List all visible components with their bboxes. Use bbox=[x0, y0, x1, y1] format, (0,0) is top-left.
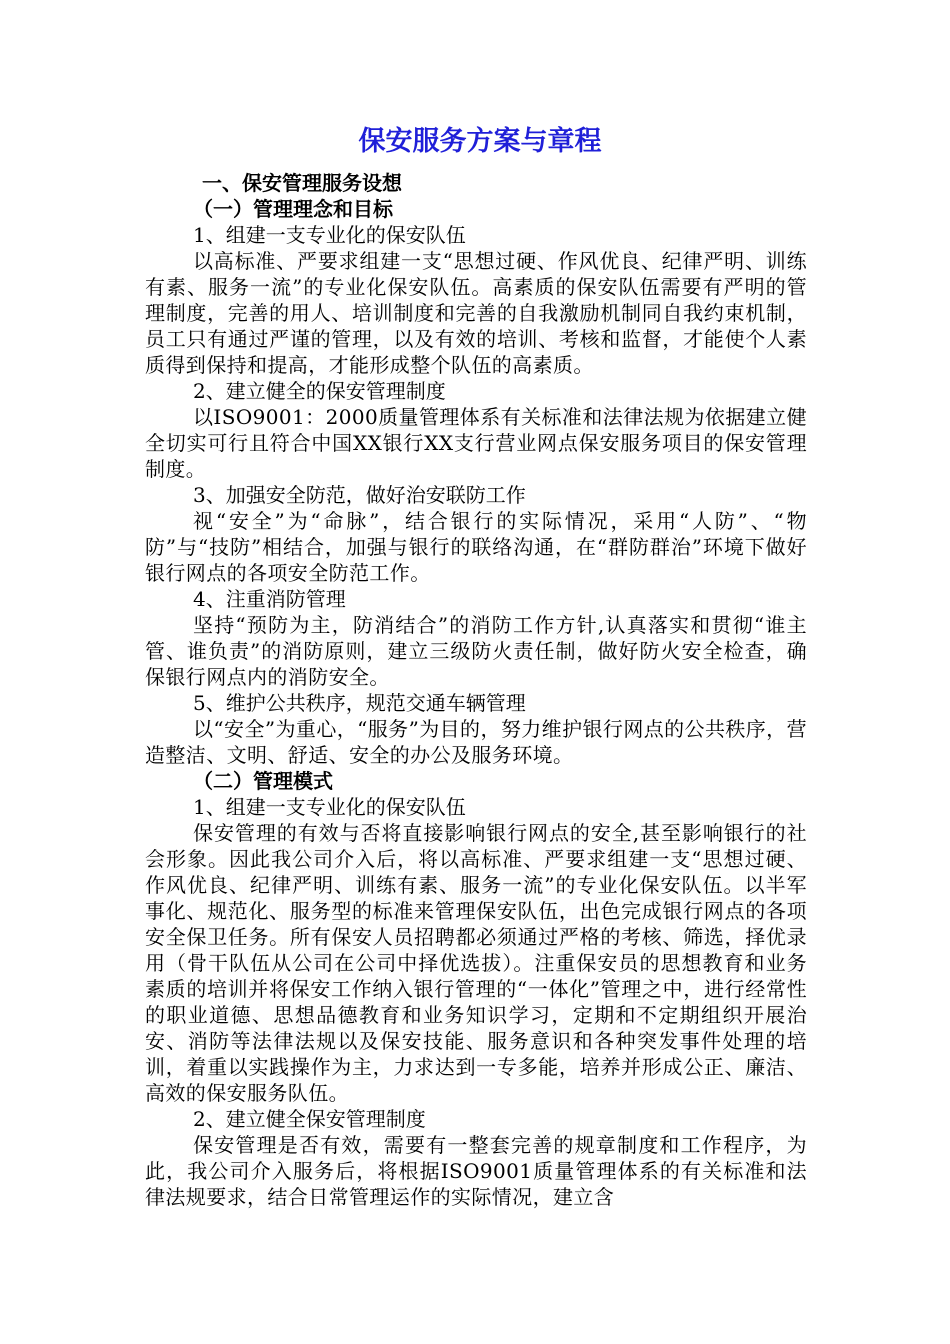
document-page bbox=[145, 124, 807, 1210]
item-heading: 1、组建一支专业化的保安队伍 bbox=[193, 795, 466, 819]
item-heading: 3、加强安全防范，做好治安联防工作 bbox=[193, 483, 526, 507]
item-heading: 5、维护公共秩序，规范交通车辆管理 bbox=[193, 691, 526, 715]
subsection-heading-management-model: （二）管理模式 bbox=[193, 769, 333, 793]
paragraph: 以“安全”为重心，“服务”为目的，努力维护银行网点的公共秩序，营造整洁、文明、舒适、安全的办公及服务环境。 bbox=[145, 717, 807, 767]
paragraph: 以高标准、严要求组建一支“思想过硬、作风优良、纪律严明、训练有素、服务一流”的专业化保安队伍。高素质的保安队伍需要有严明的管理制度，完善的用人、培训制度和完善的自我激励机制同自我约束机制，员工只有通过严谨的管理，以及有效的培训、考核和监督，才能使个人素质得到保持和提高，才能形成整个队伍的高素质。 bbox=[145, 249, 807, 377]
document-title: 保安服务方案与章程 bbox=[358, 126, 602, 157]
item-heading: 1、组建一支专业化的保安队伍 bbox=[193, 223, 466, 247]
item-heading: 4、注重消防管理 bbox=[193, 587, 346, 611]
paragraph: 视“安全”为“命脉”，结合银行的实际情况，采用“人防”、“物防”与“技防”相结合，加强与银行的联络沟通，在“群防群治”环境下做好银行网点的各项安全防范工作。 bbox=[145, 509, 807, 585]
paragraph: 保安管理的有效与否将直接影响银行网点的安全,甚至影响银行的社会形象。因此我公司介入后，将以高标准、严要求组建一支“思想过硬、作风优良、纪律严明、训练有素、服务一流”的专业化保安队伍。以半军事化、规范化、服务型的标准来管理保安队伍，出色完成银行网点的各项安全保卫任务。所有保安人员招聘都必须通过严格的考核、筛选，择优录用（骨干队伍从公司在公司中择优选拔）。注重保安员的思想教育和业务素质的培训并将保安工作纳入银行管理的“一体化”管理之中，进行经常性的职业道德、思想品德教育和业务知识学习，定期和不定期组织开展治安、消防等法律法规以及保安技能、服务意识和各种突发事件处理的培训，着重以实践操作为主，力求达到一专多能，培养并形成公正、廉洁、高效的保安服务队伍。 bbox=[145, 821, 807, 1105]
paragraph: 坚持“预防为主，防消结合”的消防工作方针,认真落实和贯彻“谁主管、谁负责”的消防原则，建立三级防火责任制，做好防火安全检查，确保银行网点内的消防安全。 bbox=[145, 613, 807, 689]
subsection-heading-management-concept: （一）管理理念和目标 bbox=[193, 197, 393, 221]
paragraph: 保安管理是否有效，需要有一整套完善的规章制度和工作程序，为此，我公司介入服务后，将根据ISO9001质量管理体系的有关标准和法律法规要求，结合日常管理运作的实际情况，建立含 bbox=[145, 1133, 807, 1209]
item-heading: 2、建立健全的保安管理制度 bbox=[193, 379, 446, 403]
paragraph: 以ISO9001：2000质量管理体系有关标准和法律法规为依据建立健全切实可行且符合中国XX银行XX支行营业网点保安服务项目的保安管理制度。 bbox=[145, 405, 807, 481]
item-heading: 2、建立健全保安管理制度 bbox=[193, 1107, 426, 1131]
section-heading-1: 一、保安管理服务设想 bbox=[202, 171, 402, 195]
